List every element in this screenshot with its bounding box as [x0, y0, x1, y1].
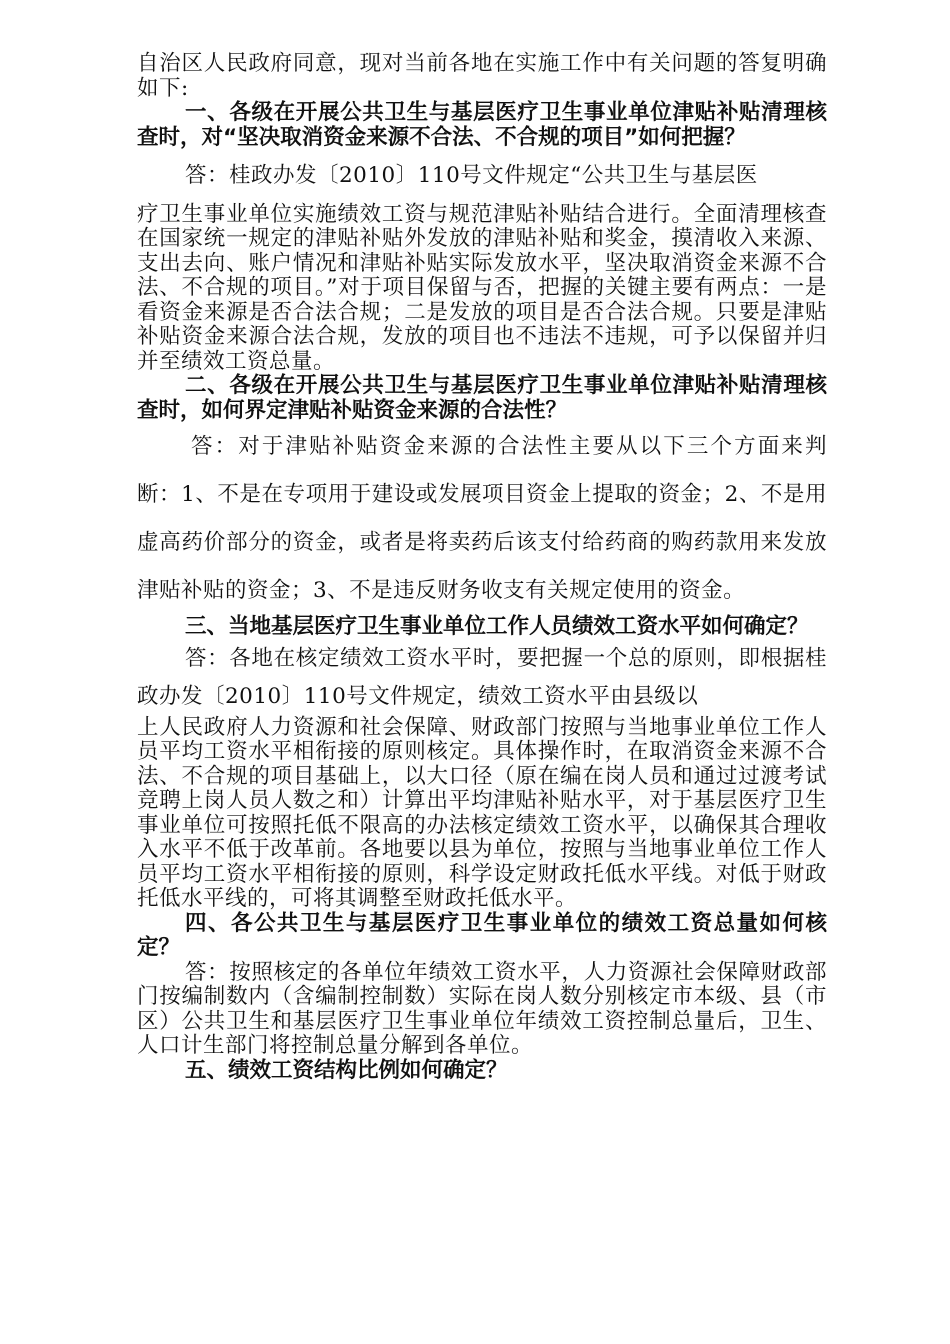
section-2-answer: 答：对于津贴补贴资金来源的合法性主要从以下三个方面来判断：1、不是在专项用于建设或发展项目资金上提取的资金；2、不是用虚高药价部分的资金，或者是将卖药后该支付给药商的购药款用来发放津贴补贴的资金；3、不是违反财务收支有关规定使用的资金。 [137, 434, 827, 603]
section-4-heading: 四、各公共卫生与基层医疗卫生事业单位的绩效工资总量如何核定？ [137, 910, 827, 960]
section-3-answer-first-lines: 答：各地在核定绩效工资水平时，要把握一个总的原则，即根据桂政办发〔2010〕110号文件规定，绩效工资水平由县级以 [137, 645, 827, 709]
section-1-answer-body: 疗卫生事业单位实施绩效工资与规范津贴补贴结合进行。全面清理核查在国家统一规定的津贴补贴外发放的津贴补贴和奖金，摸清收入来源、支出去向、账户情况和津贴补贴实际发放水平，坚决取消资金来源不合法、不合规的项目。”对于项目保留与否，把握的关键主要有两点：一是看资金来源是否合法合规；二是发放的项目是否合法合规。只要是津贴补贴资金来源合法合规，发放的项目也不违法不违规，可予以保留并归并至绩效工资总量。 [137, 201, 827, 374]
section-3-answer-body: 上人民政府人力资源和社会保障、财政部门按照与当地事业单位工作人员平均工资水平相衔接的原则核定。具体操作时，在取消资金来源不合法、不合规的项目基础上，以大口径（原在编在岗人员和通过过渡考试竞聘上岗人员人数之和）计算出平均津贴补贴水平，对于基层医疗卫生事业单位可按照托低不限高的办法核定绩效工资水平，以确保其合理收入水平不低于改革前。各地要以县为单位，按照与当地事业单位工作人员平均工资水平相衔接的原则，科学设定财政托低水平线。对低于财政托低水平线的，可将其调整至财政托低水平。 [137, 714, 827, 911]
section-3-heading: 三、当地基层医疗卫生事业单位工作人员绩效工资水平如何确定？ [185, 614, 809, 639]
section-1-answer-first-line: 答：桂政办发〔2010〕110号文件规定“公共卫生与基层医 [185, 163, 758, 188]
section-5-heading: 五、绩效工资结构比例如何确定？ [185, 1057, 508, 1083]
document-page [137, 52, 827, 1083]
section-2-heading: 二、各级在开展公共卫生与基层医疗卫生事业单位津贴补贴清理核查时，如何界定津贴补贴资金来源的合法性？ [137, 373, 827, 423]
intro-paragraph: 自治区人民政府同意，现对当前各地在实施工作中有关问题的答复明确如下: [137, 51, 827, 101]
section-1-heading: 一、各级在开展公共卫生与基层医疗卫生事业单位津贴补贴清理核查时，对“坚决取消资金来源不合法、不合规的项目”如何把握？ [137, 100, 827, 150]
section-4-answer: 答：按照核定的各单位年绩效工资水平，人力资源社会保障财政部门按编制数内（含编制控制数）实际在岗人数分别核定市本级、县（市区）公共卫生和基层医疗卫生事业单位年绩效工资控制总量后，卫生、人口计生部门将控制总量分解到各单位。 [137, 959, 827, 1058]
